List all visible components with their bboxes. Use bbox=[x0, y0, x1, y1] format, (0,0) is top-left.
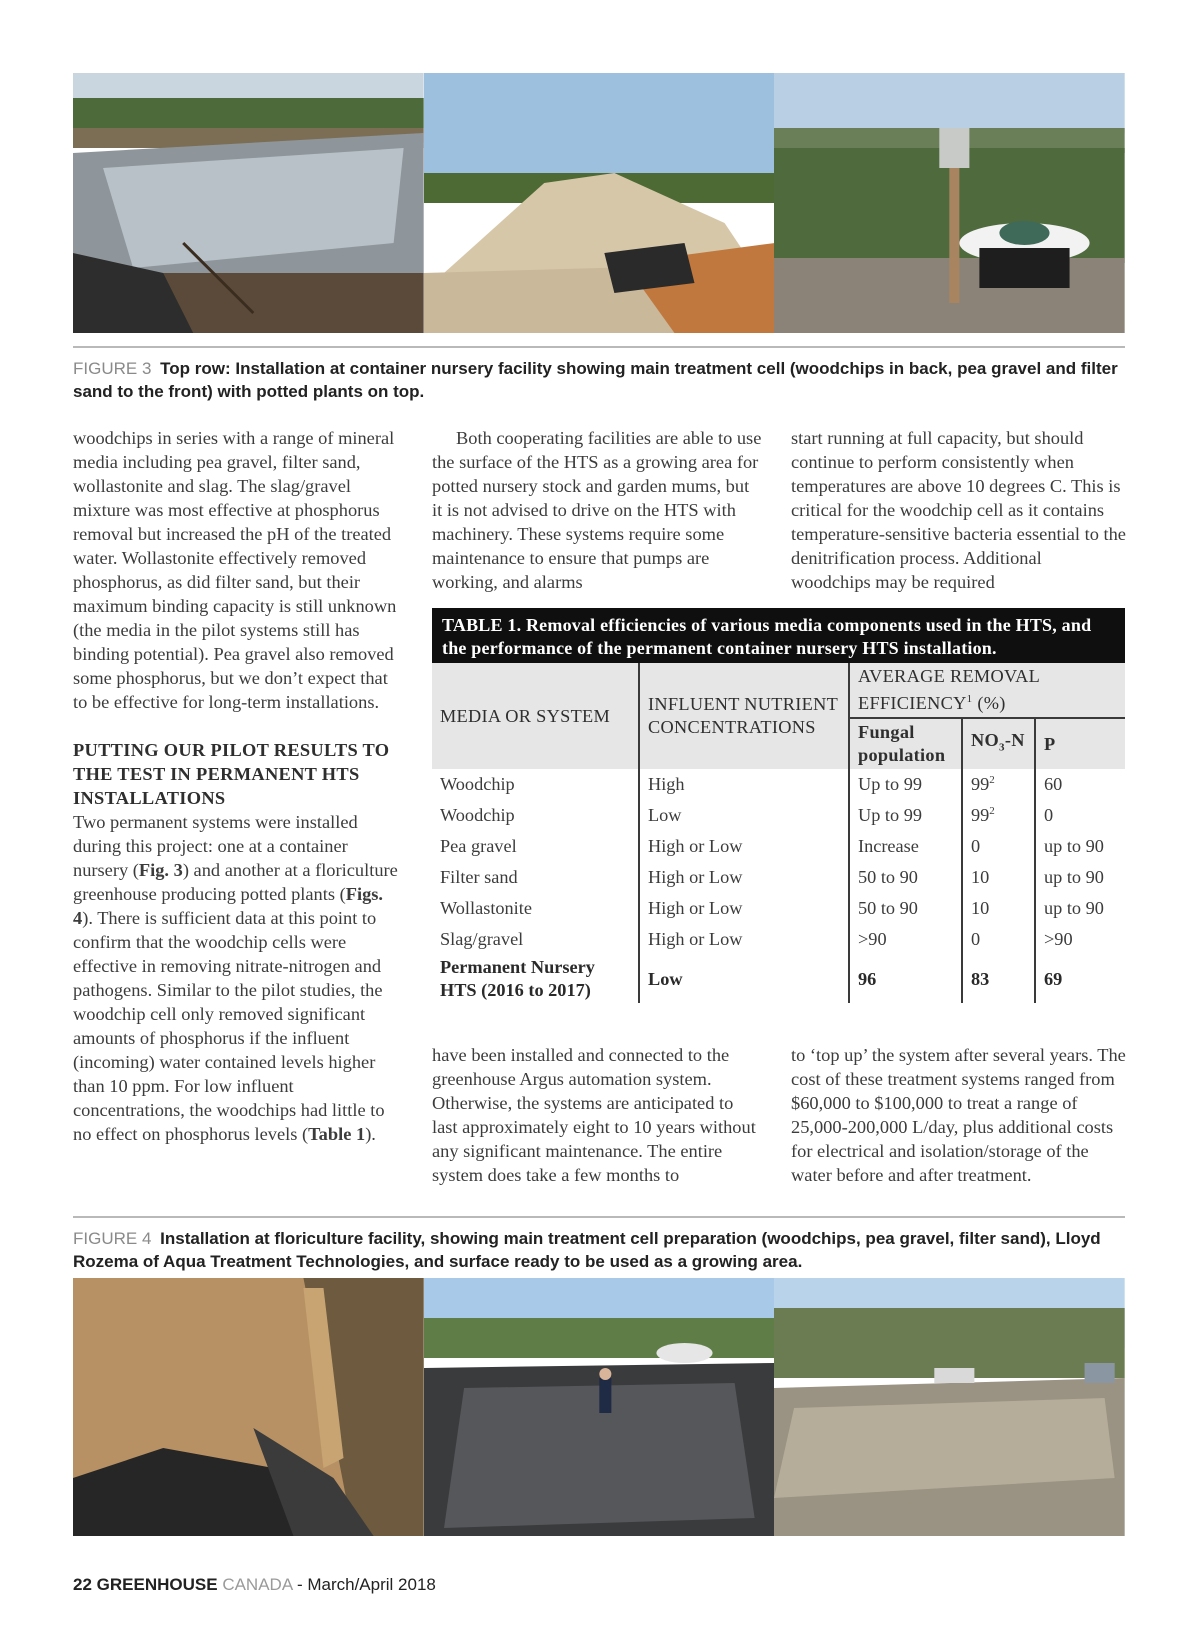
col1-p2-part-b: ) and another at a floriculture greenhouse producing potted plants ( bbox=[73, 860, 398, 904]
header-no3-subscript: 3 bbox=[999, 741, 1005, 754]
no3-value: 99 bbox=[971, 774, 990, 795]
photo-control-box bbox=[774, 73, 1125, 333]
col1-paragraph-1: woodchips in series with a range of mineral media including pea gravel, filter sand, wollastonite and slag. The slag/gravel mixture was most effective at phosphorus removal but increased the pH of the treated water. Wollastonite effectively removed phosphorus, as did filter sand, but their maximum binding capacity is still unknown (the media in the pilot systems still has binding potential). Pea gravel also removed some phosphorus, but we don’t expect that to be effective for long-term installations. bbox=[73, 428, 397, 712]
col2-bottom-paragraph: have been installed and connected to the greenhouse Argus automation system. Otherwise, the systems are anticipated to last approximately eight to 10 years without any significant maintenance. The entire system does take a few months to bbox=[432, 1045, 756, 1185]
table-row bbox=[432, 862, 1125, 893]
cell-p: up to 90 bbox=[1035, 862, 1125, 893]
page-number: 22 bbox=[73, 1575, 92, 1594]
cell-media: Filter sand bbox=[440, 867, 518, 888]
cell-influent: High or Low bbox=[639, 862, 849, 893]
brand-canada: CANADA bbox=[222, 1575, 293, 1594]
table-row-permanent bbox=[432, 955, 1125, 1003]
cell-no3 bbox=[962, 769, 1035, 800]
cell-influent: High bbox=[639, 769, 849, 800]
cell-no3 bbox=[962, 893, 1035, 924]
table-row bbox=[432, 831, 1125, 862]
col1-p2-part-a: Two permanent systems were installed during this project: one at a container nursery ( bbox=[73, 812, 358, 880]
cell-influent: Low bbox=[639, 800, 849, 831]
cell-media: Slag/gravel bbox=[440, 929, 524, 950]
no3-value: 10 bbox=[971, 867, 990, 888]
header-no3-suffix: -N bbox=[1004, 729, 1025, 750]
header-no3-text: NO bbox=[971, 729, 1000, 750]
col1-p2-part-c: ). There is sufficient data at this point to confirm that the woodchip cells were effective in removing nitrate-nitrogen and pathogens. Similar to the pilot studies, the woodchip cell only removed significant amounts of phosphorus if the influent (incoming) water contained levels higher than 10 ppm. For low influent concentrations, the woodchips had little to no effect on phosphorus levels ( bbox=[73, 908, 385, 1144]
cell-fungal: 96 bbox=[849, 955, 962, 1003]
cell-influent: High or Low bbox=[639, 831, 849, 862]
photo-growing-surface bbox=[774, 1278, 1125, 1536]
header-average-unit: (%) bbox=[972, 693, 1006, 714]
fig4-reference: Figs. 4 bbox=[73, 884, 384, 928]
cell-no3 bbox=[962, 862, 1035, 893]
fig3-reference: Fig. 3 bbox=[138, 860, 183, 880]
cell-no3 bbox=[962, 800, 1035, 831]
header-no3n bbox=[962, 718, 1035, 769]
cell-fungal: 50 to 90 bbox=[849, 862, 962, 893]
cell-fungal: Up to 99 bbox=[849, 769, 962, 800]
figure4-caption bbox=[73, 1227, 1133, 1273]
no3-value: 0 bbox=[971, 929, 981, 950]
header-fungal: Fungal population bbox=[849, 718, 962, 769]
no3-value: 0 bbox=[971, 836, 981, 857]
column-2-top bbox=[432, 426, 762, 594]
cell-no3: 83 bbox=[962, 955, 1035, 1003]
no3-footnote: 2 bbox=[989, 805, 995, 818]
cell-fungal: Up to 99 bbox=[849, 800, 962, 831]
header-influent: INFLUENT NUTRIENT CONCENTRATIONS bbox=[639, 663, 849, 769]
cell-media: Woodchip bbox=[440, 774, 515, 795]
figure3-caption-text: Top row: Installation at container nursery facility showing main treatment cell (woodchips in back, pea gravel and filter sand to the front) with potted plants on top. bbox=[73, 359, 1118, 401]
header-media: MEDIA OR SYSTEM bbox=[432, 663, 639, 769]
column-3-bottom bbox=[791, 1043, 1126, 1187]
table-1 bbox=[432, 608, 1125, 1003]
cell-influent: High or Low bbox=[639, 893, 849, 924]
table-row bbox=[432, 924, 1125, 955]
column-3-top bbox=[791, 426, 1126, 594]
section-heading: PUTTING OUR PILOT RESULTS TO THE TEST IN PERMANENT HTS INSTALLATIONS bbox=[73, 740, 390, 808]
no3-value: 10 bbox=[971, 898, 990, 919]
cell-fungal: 50 to 90 bbox=[849, 893, 962, 924]
figure3-rule bbox=[73, 346, 1125, 348]
column-1 bbox=[73, 426, 403, 1146]
photo-woodchips bbox=[73, 1278, 424, 1536]
header-average-text: AVERAGE REMOVAL EFFICIENCY bbox=[858, 666, 1040, 714]
table-1-title: TABLE 1. Removal efficiencies of various media components used in the HTS, and the performance of the permanent container nursery HTS installation. bbox=[432, 608, 1125, 663]
cell-media: Pea gravel bbox=[440, 836, 517, 857]
header-average-footnote: 1 bbox=[966, 693, 973, 705]
figure4-photos bbox=[73, 1278, 1125, 1536]
column-2-bottom bbox=[432, 1043, 762, 1187]
cell-p: >90 bbox=[1035, 924, 1125, 955]
table-1-body bbox=[432, 769, 1125, 955]
no3-footnote: 2 bbox=[989, 774, 995, 787]
col3-top-paragraph: start running at full capacity, but should continue to perform consistently when temperatures are above 10 degrees C. This is critical for the woodchip cell as it contains temperature-sensitive bacteria essential to the denitrification process. Additional woodchips may be required bbox=[791, 428, 1126, 592]
no3-value: 99 bbox=[971, 805, 990, 826]
cell-media: Woodchip bbox=[440, 805, 515, 826]
table-row bbox=[432, 893, 1125, 924]
figure4-rule bbox=[73, 1216, 1125, 1218]
figure4-caption-text: Installation at floriculture facility, showing main treatment cell preparation (woodchips, pea gravel, filter sand), Lloyd Rozema of Aqua Treatment Technologies, and surface ready to be used as a growing area. bbox=[73, 1229, 1101, 1271]
table1-reference: Table 1 bbox=[308, 1124, 366, 1144]
issue-date: - March/April 2018 bbox=[296, 1575, 436, 1594]
photo-liner-worker bbox=[424, 1278, 775, 1536]
page-footer bbox=[73, 1575, 436, 1595]
table-row bbox=[432, 800, 1125, 831]
cell-influent: Low bbox=[639, 955, 849, 1003]
figure4-label: FIGURE 4 bbox=[73, 1229, 152, 1248]
col3-bottom-paragraph: to ‘top up’ the system after several years. The cost of these treatment systems ranged from $60,000 to $100,000 to treat a range of 25,000-200,000 L/day, plus additional costs for electrical and isolation/storage of the water before and after treatment. bbox=[791, 1045, 1126, 1185]
figure3-label: FIGURE 3 bbox=[73, 359, 152, 378]
cell-fungal: Increase bbox=[849, 831, 962, 862]
cell-p: 60 bbox=[1035, 769, 1125, 800]
cell-p: up to 90 bbox=[1035, 893, 1125, 924]
figure3-caption bbox=[73, 357, 1133, 403]
col1-p2-part-d: ). bbox=[365, 1124, 376, 1144]
cell-influent: High or Low bbox=[639, 924, 849, 955]
cell-p: 0 bbox=[1035, 800, 1125, 831]
col1-paragraph-2 bbox=[73, 810, 403, 1146]
header-average-removal bbox=[849, 663, 1125, 718]
table-row bbox=[432, 769, 1125, 800]
cell-no3 bbox=[962, 831, 1035, 862]
photo-sand-pile bbox=[424, 73, 775, 333]
cell-fungal: >90 bbox=[849, 924, 962, 955]
figure3-photos bbox=[73, 73, 1125, 333]
cell-media: Permanent Nursery HTS (2016 to 2017) bbox=[440, 957, 595, 1001]
col2-top-paragraph: Both cooperating facilities are able to use the surface of the HTS as a growing area for potted nursery stock and garden mums, but it is not advised to drive on the HTS with machinery. These systems require some maintenance to ensure that pumps are working, and alarms bbox=[432, 428, 762, 592]
cell-p: up to 90 bbox=[1035, 831, 1125, 862]
cell-p: 69 bbox=[1035, 955, 1125, 1003]
brand-greenhouse: GREENHOUSE bbox=[96, 1575, 218, 1594]
cell-no3 bbox=[962, 924, 1035, 955]
header-p: P bbox=[1035, 718, 1125, 769]
table-1-grid bbox=[432, 663, 1125, 1003]
photo-lined-pond bbox=[73, 73, 424, 333]
cell-media: Wollastonite bbox=[440, 898, 532, 919]
